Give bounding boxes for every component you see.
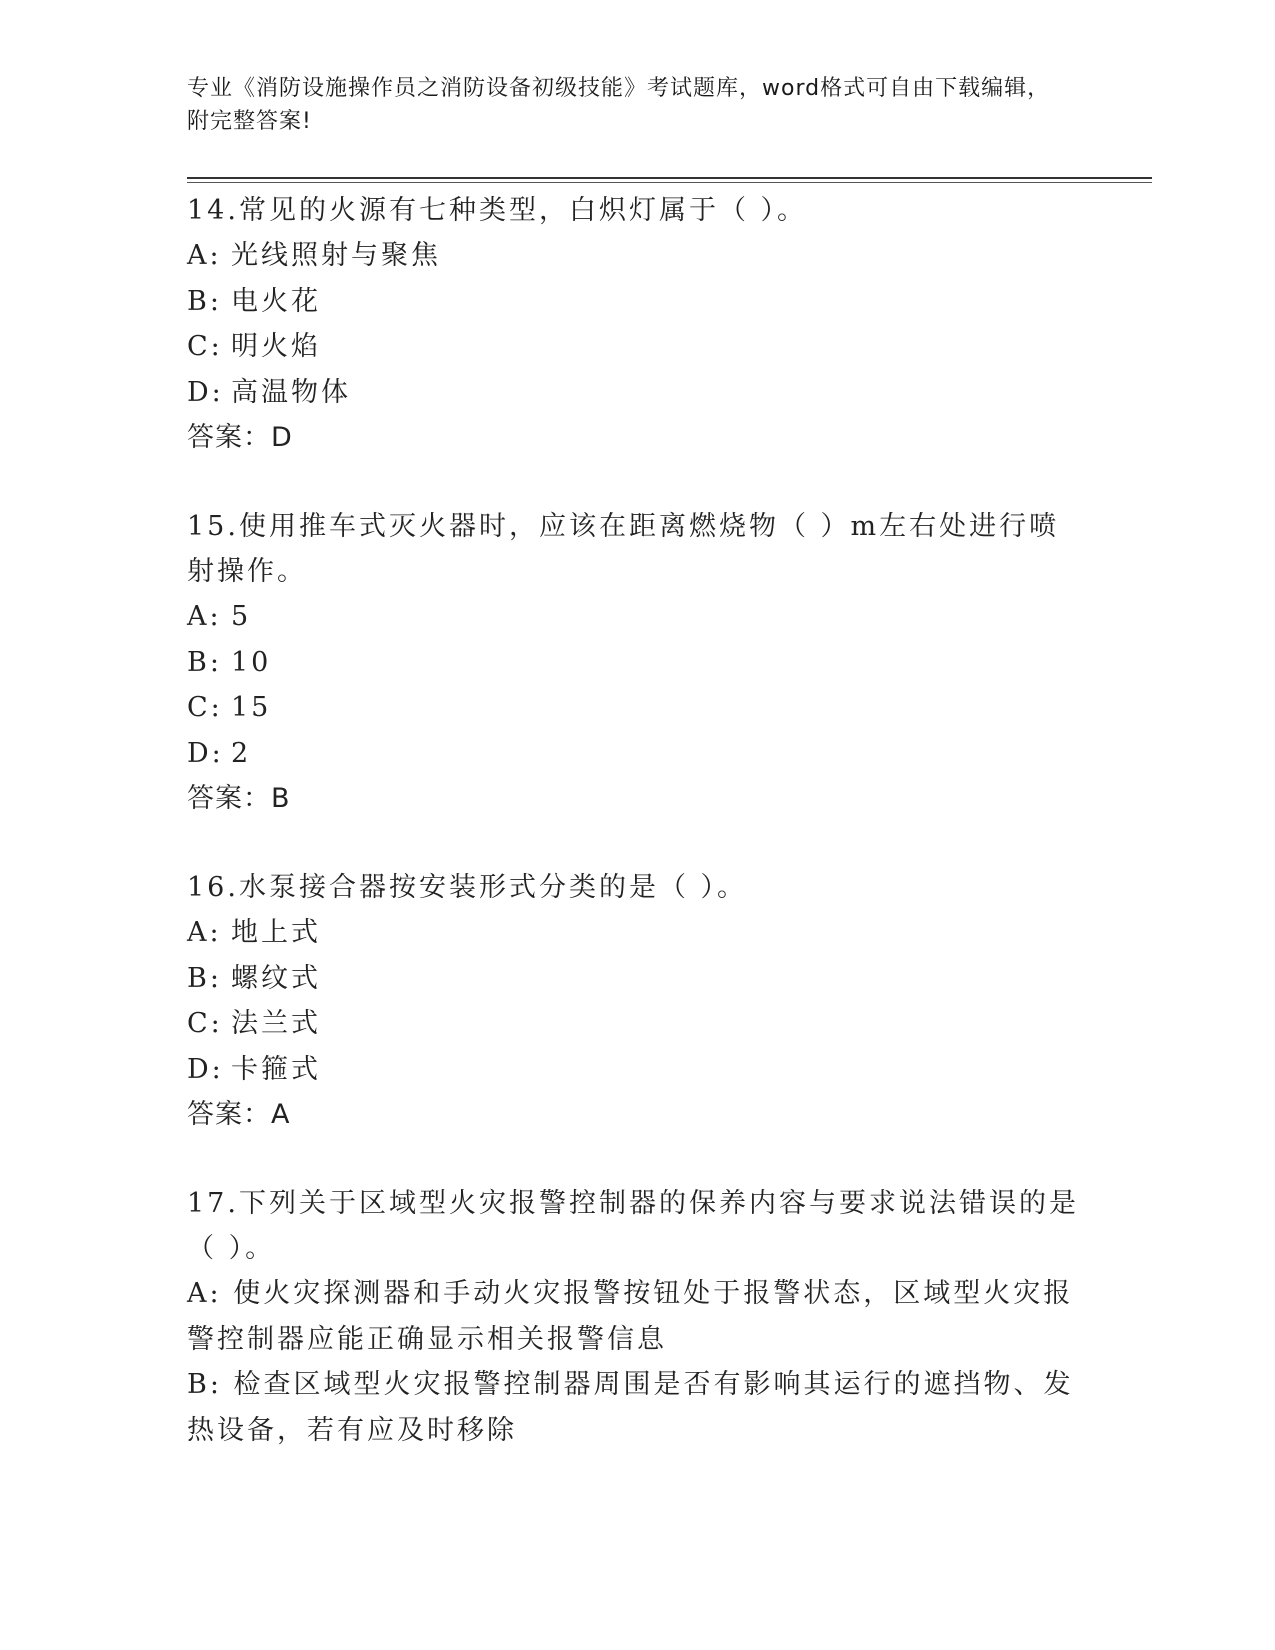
question-15 bbox=[187, 504, 1087, 821]
option-text: 2 bbox=[231, 737, 252, 769]
question-stem: 14.常见的火源有七种类型，白炽灯属于（ ）。 bbox=[187, 195, 808, 226]
option-b bbox=[187, 279, 1087, 325]
option-key: C: bbox=[187, 692, 223, 723]
answer: 答案：A bbox=[187, 1099, 291, 1130]
option-text: 高温物体 bbox=[231, 376, 351, 408]
option-text: 10 bbox=[231, 646, 272, 678]
option-text: 光线照射与聚焦 bbox=[231, 240, 441, 271]
option-key: B: bbox=[187, 646, 222, 678]
question-stem: 17.下列关于区域型火灾报警控制器的保养内容与要求说法错误的是（ ）。 bbox=[187, 1188, 1079, 1264]
option-key: C: bbox=[187, 331, 223, 362]
option-d bbox=[187, 1047, 1087, 1093]
option-key: D: bbox=[187, 376, 224, 408]
question-stem: 15.使用推车式灭火器时，应该在距离燃烧物（ ）m左右处进行喷射操作。 bbox=[187, 511, 1060, 587]
option-d bbox=[187, 370, 1087, 416]
page-header bbox=[187, 72, 1067, 138]
option-a bbox=[187, 233, 1087, 279]
option-key: A: bbox=[187, 601, 222, 632]
option-c bbox=[187, 1001, 1087, 1047]
option-key: B: bbox=[187, 285, 222, 317]
answer: 答案：B bbox=[187, 783, 291, 814]
option-text: 明火焰 bbox=[231, 331, 321, 362]
option-text: 检查区域型火灾报警控制器周围是否有影响其运行的遮挡物、发热设备，若有应及时移除 bbox=[187, 1369, 1074, 1446]
option-a bbox=[187, 910, 1087, 956]
option-key: D: bbox=[187, 737, 224, 769]
option-b bbox=[187, 640, 1087, 686]
option-text: 电火花 bbox=[231, 285, 321, 317]
question-17 bbox=[187, 1181, 1087, 1453]
option-key: A: bbox=[187, 917, 222, 948]
option-key: B: bbox=[187, 962, 222, 994]
option-b bbox=[187, 956, 1087, 1002]
header-text: 专业《消防设施操作员之消防设备初级技能》考试题库，word格式可自由下载编辑，附完整答案! bbox=[187, 76, 1051, 134]
option-text: 15 bbox=[231, 692, 272, 723]
option-a bbox=[187, 594, 1087, 640]
option-d bbox=[187, 731, 1087, 777]
option-key: D: bbox=[187, 1053, 224, 1085]
option-text: 5 bbox=[231, 601, 252, 632]
option-key: A: bbox=[187, 1278, 222, 1309]
option-text: 地上式 bbox=[231, 917, 321, 948]
option-c bbox=[187, 685, 1087, 731]
option-b bbox=[187, 1362, 1087, 1453]
option-a bbox=[187, 1271, 1087, 1362]
answer: 答案：D bbox=[187, 422, 293, 453]
option-text: 螺纹式 bbox=[231, 962, 321, 994]
option-text: 法兰式 bbox=[231, 1008, 321, 1039]
option-key: B: bbox=[187, 1369, 222, 1400]
header-divider bbox=[187, 177, 1152, 179]
option-text: 卡箍式 bbox=[231, 1053, 321, 1085]
question-16 bbox=[187, 865, 1087, 1137]
option-c bbox=[187, 324, 1087, 370]
question-14 bbox=[187, 188, 1087, 460]
question-stem: 16.水泵接合器按安装形式分类的是（ ）。 bbox=[187, 872, 748, 903]
option-key: A: bbox=[187, 240, 222, 271]
question-list bbox=[187, 188, 1087, 1497]
option-text: 使火灾探测器和手动火灾报警按钮处于报警状态，区域型火灾报警控制器应能正确显示相关报警信息 bbox=[187, 1278, 1074, 1355]
option-key: C: bbox=[187, 1008, 223, 1039]
header-divider-thin bbox=[187, 182, 1152, 183]
